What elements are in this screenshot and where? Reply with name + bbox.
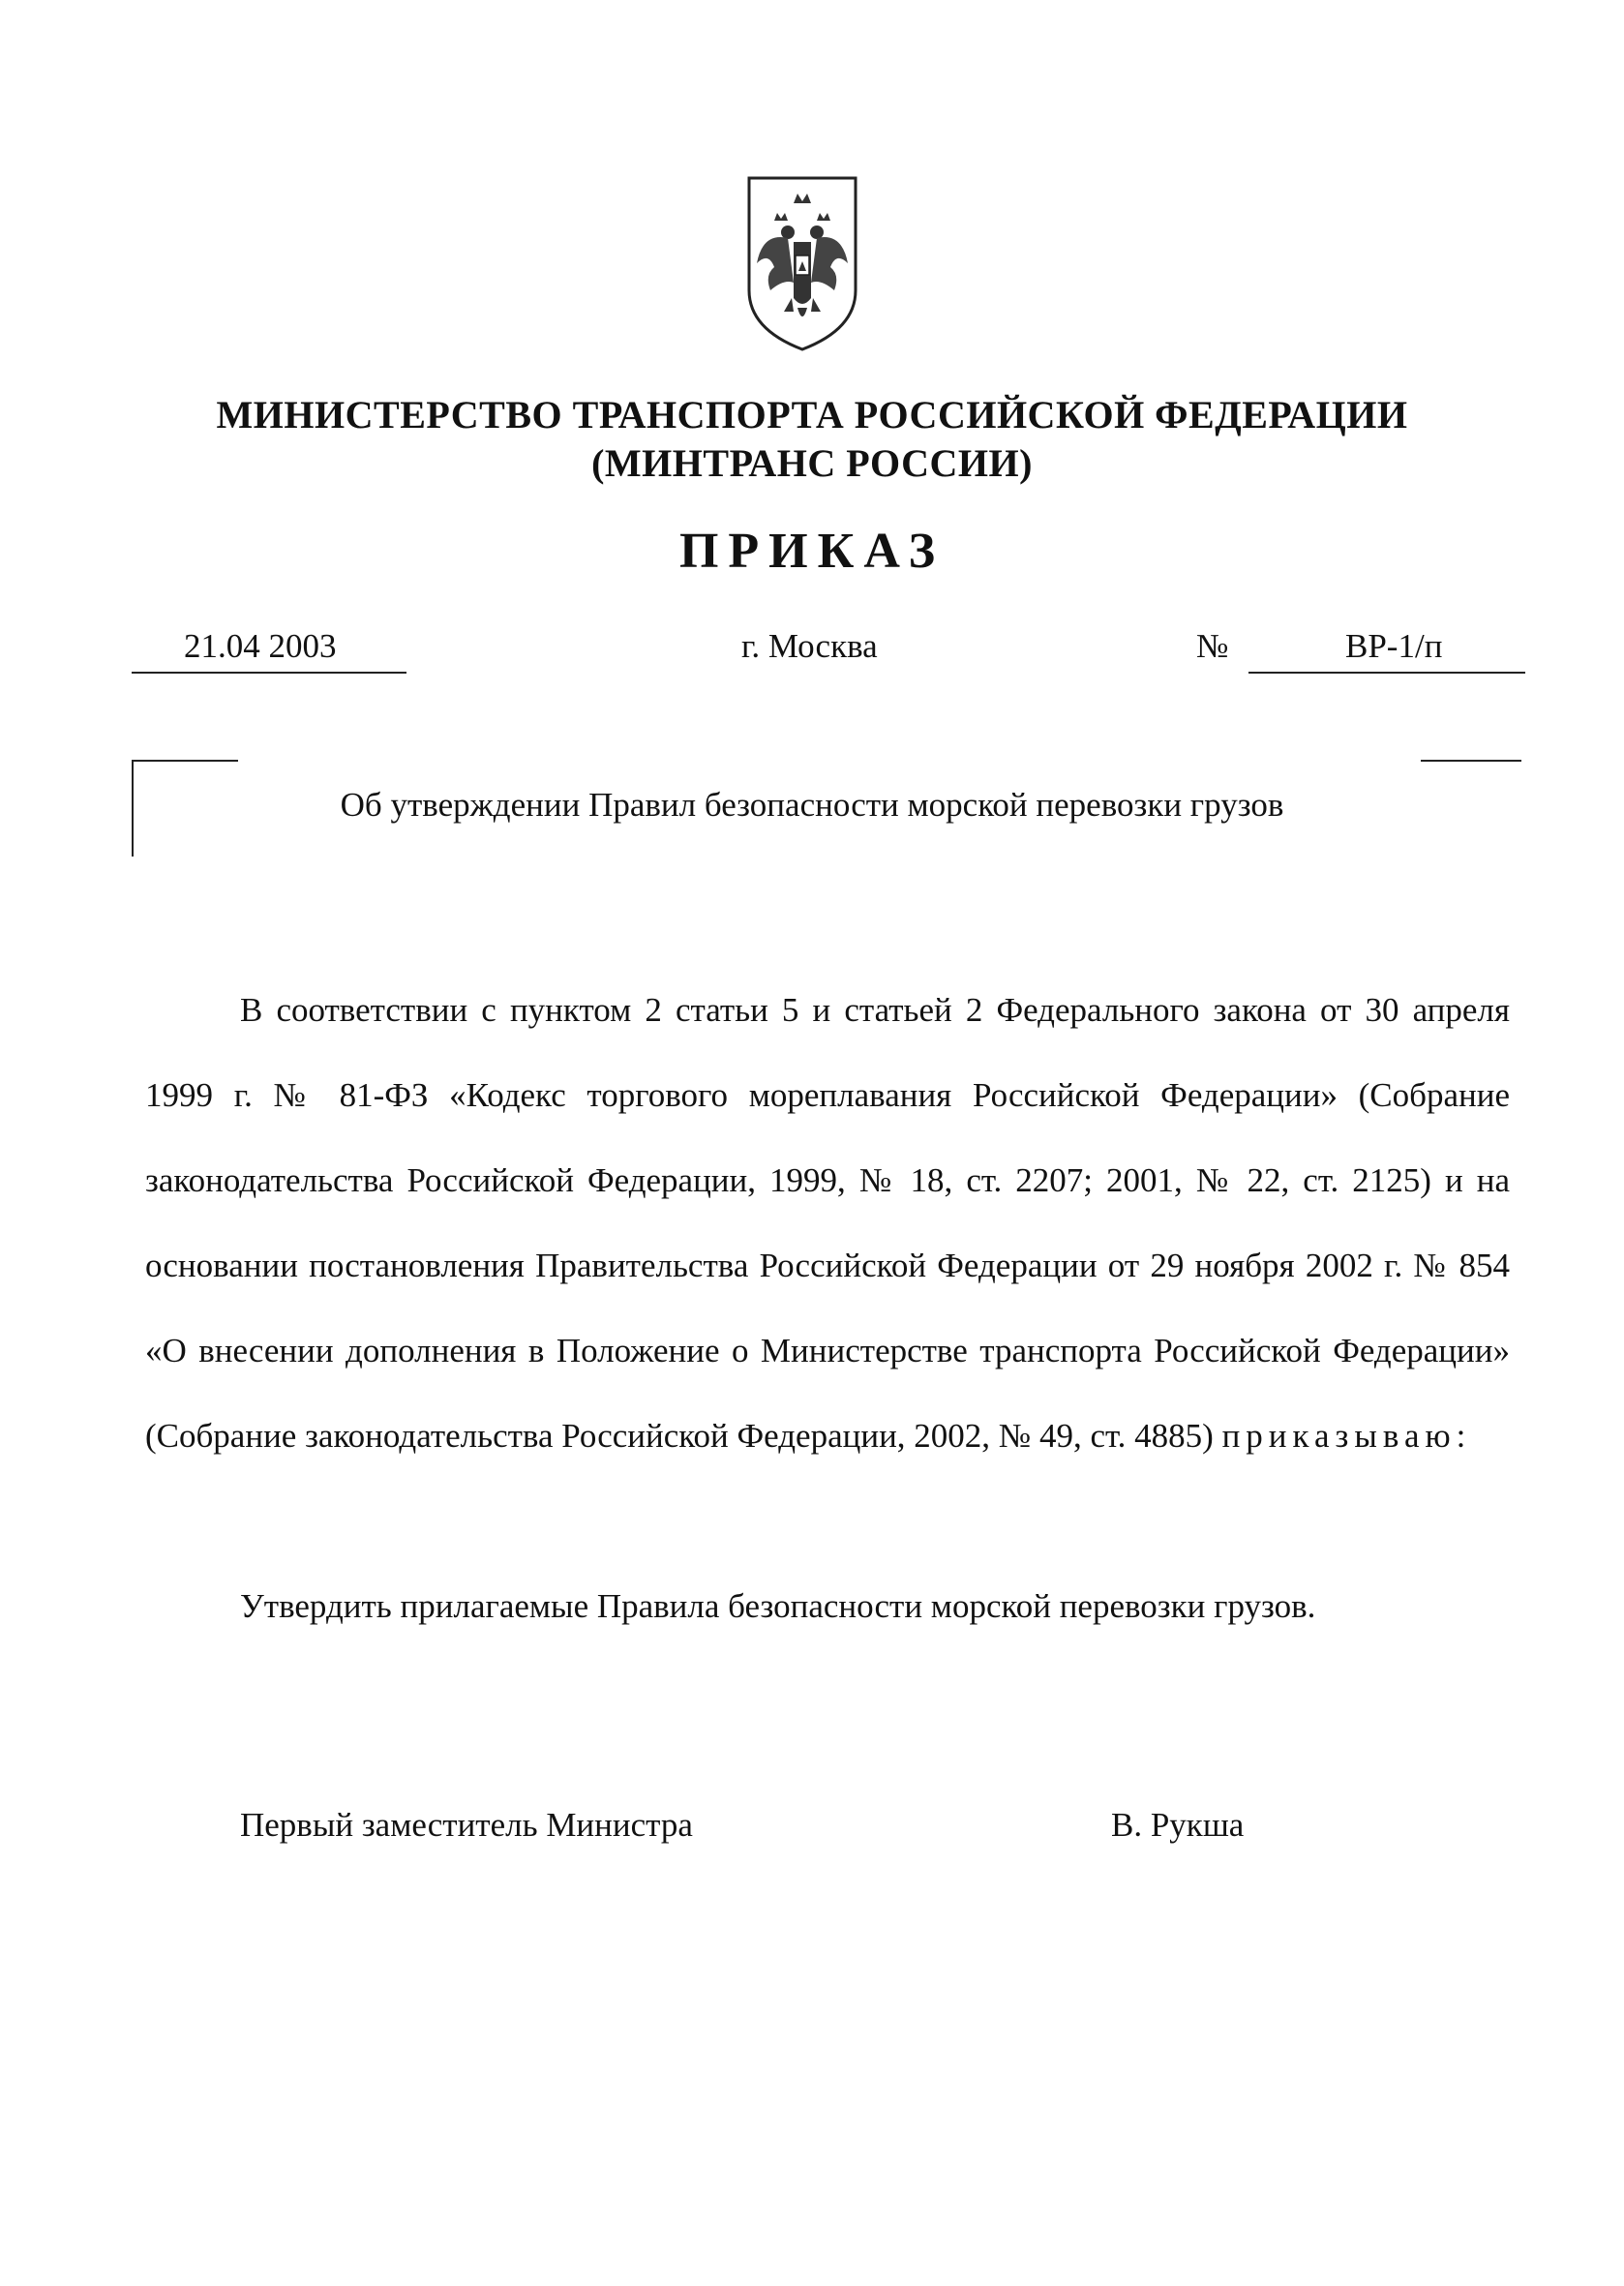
order-number-label: № xyxy=(1196,627,1229,665)
signatory-position: Первый заместитель Министра xyxy=(240,1806,693,1844)
order-preamble-paragraph xyxy=(145,968,1510,1479)
corner-mark-right-horizontal xyxy=(1421,760,1521,762)
order-decision-paragraph: Утвердить прилагаемые Правила безопасности морской перевозки грузов. xyxy=(240,1587,1316,1625)
preamble-text: В соответствии с пунктом 2 статьи 5 и статьей 2 Федерального закона от 30 апреля 1999 г. № 81-ФЗ «Кодекс торгового мореплавания Российской Федерации» (Собрание законодательства Российской Федерации, 1999, № 18, ст. 2207; 2001, № 22, ст. 2125) и на основании постановления Правительства Российской Федерации от 29 ноября 2002 г. № 854 «О внесении дополнения в Положение о Министерстве транспорта Российской Федерации» (Собрание законодательства Российской Федерации, 2002, № 49, ст. 4885) xyxy=(145,991,1510,1455)
ministry-short-name: (МИНТРАНС РОССИИ) xyxy=(591,441,1033,485)
order-word: приказываю: xyxy=(1221,1417,1472,1455)
ministry-name: МИНИСТЕРСТВО ТРАНСПОРТА РОССИЙСКОЙ ФЕДЕРАЦИИ xyxy=(216,393,1408,436)
corner-mark-left-horizontal xyxy=(132,760,238,762)
order-date: 21.04 2003 xyxy=(184,627,337,665)
order-number: ВР-1/п xyxy=(1345,627,1443,665)
order-subject: Об утверждении Правил безопасности морской перевозки грузов xyxy=(340,786,1284,824)
coat-of-arms-emblem xyxy=(745,174,859,353)
document-type-title: ПРИКАЗ xyxy=(678,524,946,579)
date-underline xyxy=(132,672,406,674)
number-underline xyxy=(1248,672,1525,674)
order-city: г. Москва xyxy=(741,627,878,665)
signatory-name: В. Рукша xyxy=(1111,1806,1245,1844)
